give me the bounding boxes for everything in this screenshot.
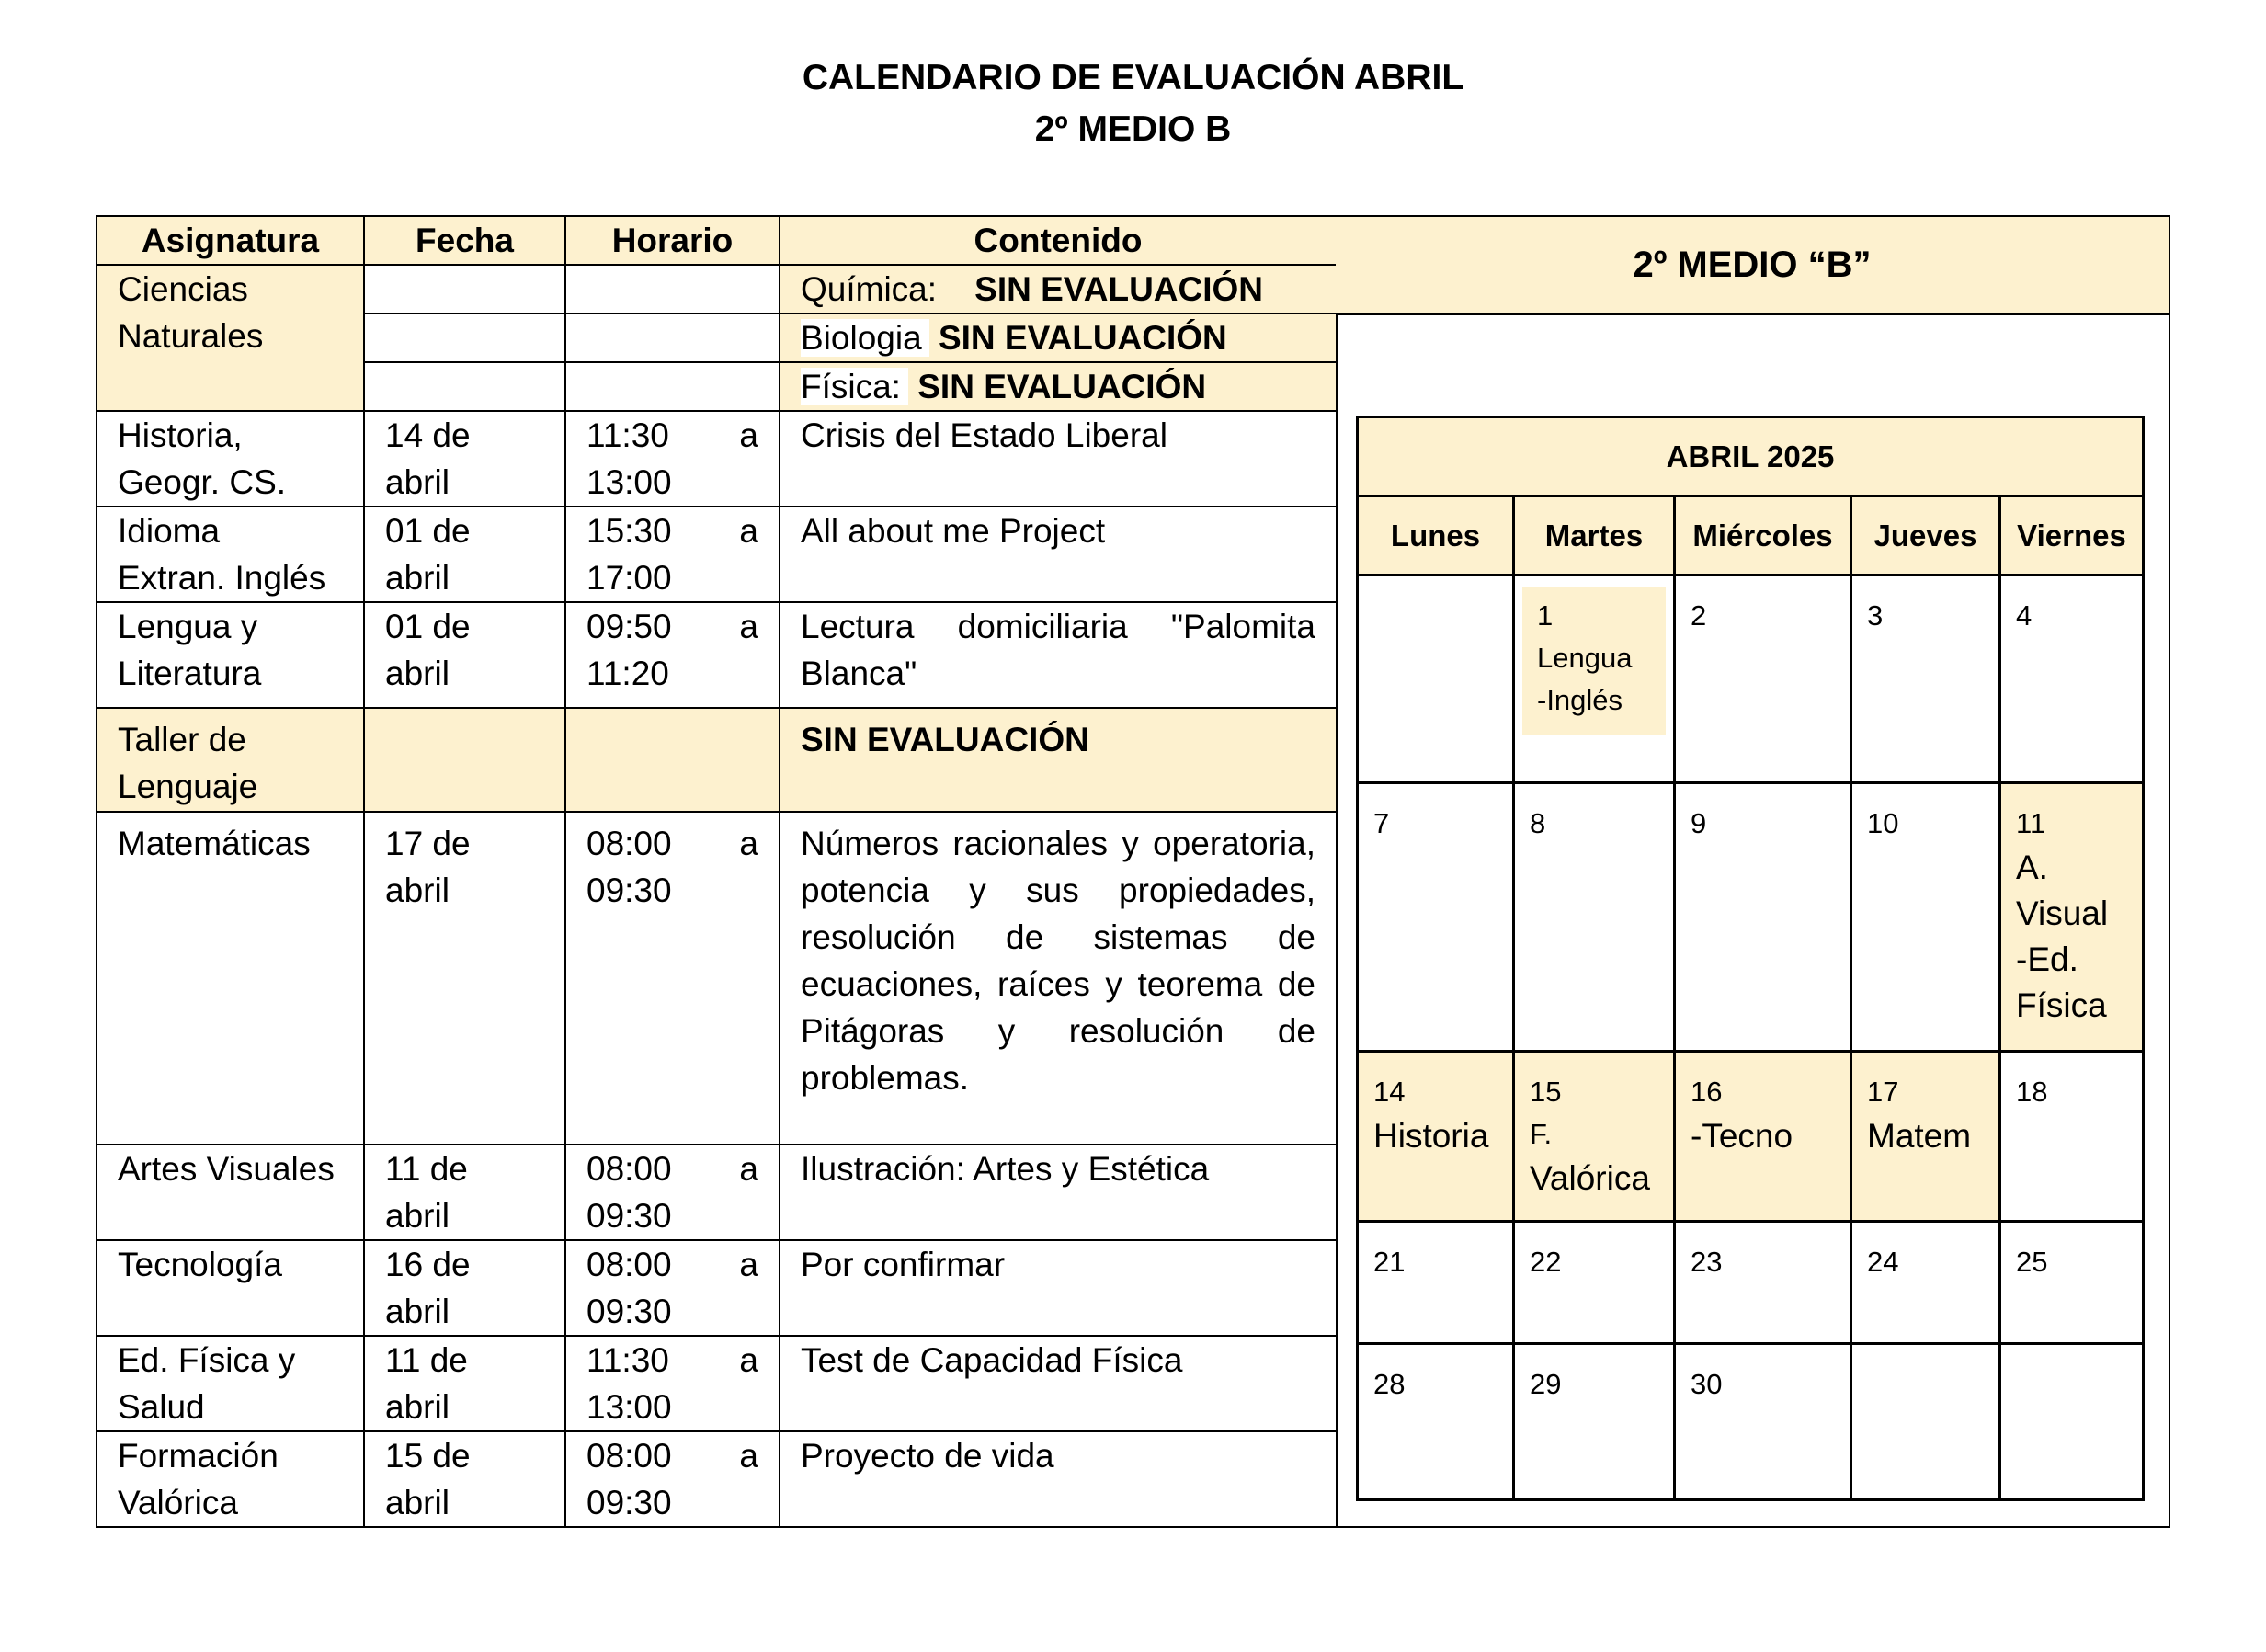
date-cell: 16 de abril — [364, 1240, 565, 1336]
table-header-row — [97, 216, 1337, 265]
calendar-day: 16 -Tecno — [1675, 1052, 1851, 1222]
calendar-week — [1358, 1222, 2144, 1344]
calendar-day — [1851, 1344, 2000, 1500]
table-row — [97, 507, 1337, 602]
subject-cell: Matemáticas — [97, 812, 364, 1145]
time-cell: 15:30 a 17:00 — [565, 507, 780, 602]
time-cell: 09:50 a 11:20 — [565, 602, 780, 708]
table-row — [97, 1431, 1337, 1527]
subject-cell: Artes Visuales — [97, 1145, 364, 1240]
calendar-day: 11 A. Visual -Ed. Física — [2000, 783, 2144, 1052]
day-header: Miércoles — [1675, 496, 1851, 575]
day-header: Lunes — [1358, 496, 1514, 575]
subject-line: Ciencias — [118, 270, 248, 308]
time-cell: 08:00 a 09:30 — [565, 1145, 780, 1240]
date-cell: 11 de abril — [364, 1145, 565, 1240]
calendar-week — [1358, 1052, 2144, 1222]
table-row — [97, 602, 1337, 708]
date-cell — [364, 313, 565, 362]
calendar-day: 10 — [1851, 783, 2000, 1052]
calendar-day: 15 F. Valórica — [1514, 1052, 1675, 1222]
evaluation-table — [96, 215, 1338, 1528]
time-cell — [565, 313, 780, 362]
content-label: Biologia — [801, 319, 929, 357]
time-cell: 11:30 a 13:00 — [565, 1336, 780, 1431]
content-cell: Por confirmar — [780, 1240, 1337, 1336]
header-contenido: Contenido — [780, 216, 1337, 265]
calendar-day: 8 — [1514, 783, 1675, 1052]
calendar-day: 7 — [1358, 783, 1514, 1052]
panel-heading: 2º MEDIO “B” — [1336, 217, 2169, 315]
header-horario: Horario — [565, 216, 780, 265]
time-cell: 08:00 a 09:30 — [565, 1240, 780, 1336]
content-cell: Crisis del Estado Liberal — [780, 411, 1337, 507]
content-cell — [780, 362, 1337, 411]
table-row — [97, 1240, 1337, 1336]
calendar-day — [1514, 575, 1675, 783]
content-value: SIN EVALUACIÓN — [917, 368, 1207, 405]
calendar-day: 28 — [1358, 1344, 1514, 1500]
date-cell — [364, 708, 565, 812]
calendar-day: 22 — [1514, 1222, 1675, 1344]
subject-cell — [97, 265, 364, 411]
content-cell — [780, 265, 1337, 313]
time-cell — [565, 265, 780, 313]
table-row — [97, 708, 1337, 812]
table-row — [97, 265, 1337, 313]
content-value: SIN EVALUACIÓN — [938, 319, 1227, 357]
calendar-week — [1358, 1344, 2144, 1500]
header-fecha: Fecha — [364, 216, 565, 265]
subject-cell: Tecnología — [97, 1240, 364, 1336]
time-cell: 08:00 a 09:30 — [565, 812, 780, 1145]
content-cell: SIN EVALUACIÓN — [780, 708, 1337, 812]
content-cell: Ilustración: Artes y Estética — [780, 1145, 1337, 1240]
content-cell: Proyecto de vida — [780, 1431, 1337, 1527]
calendar-day: 18 — [2000, 1052, 2144, 1222]
date-cell: 15 de abril — [364, 1431, 565, 1527]
date-cell — [364, 362, 565, 411]
date-cell: 11 de abril — [364, 1336, 565, 1431]
subject-line: Naturales — [118, 317, 264, 355]
content-cell: Test de Capacidad Física — [780, 1336, 1337, 1431]
calendar-day: 29 — [1514, 1344, 1675, 1500]
date-cell: 01 de abril — [364, 507, 565, 602]
calendar-day: 23 — [1675, 1222, 1851, 1344]
calendar-day: 17 Matem — [1851, 1052, 2000, 1222]
time-cell: 11:30 a 13:00 — [565, 411, 780, 507]
day-header: Jueves — [1851, 496, 2000, 575]
subject-cell: Ed. Física y Salud — [97, 1336, 364, 1431]
subject-cell: Formación Valórica — [97, 1431, 364, 1527]
calendar — [1356, 416, 2145, 1501]
content-label: Química: — [801, 270, 938, 308]
calendar-day: 2 — [1675, 575, 1851, 783]
calendar-week — [1358, 783, 2144, 1052]
calendar-week — [1358, 575, 2144, 783]
calendar-day: 21 — [1358, 1222, 1514, 1344]
table-row — [97, 1145, 1337, 1240]
page-subtitle: 2º MEDIO B — [1034, 109, 1232, 149]
subject-cell: Lengua y Literatura — [97, 602, 364, 708]
table-row — [97, 812, 1337, 1145]
calendar-day: 3 — [1851, 575, 2000, 783]
calendar-day: 24 — [1851, 1222, 2000, 1344]
date-cell: 14 de abril — [364, 411, 565, 507]
time-cell — [565, 708, 780, 812]
content-cell: Números racionales y operatoria, potencia y sus propiedades, resolución de sistemas de ecuaciones, raíces y teorema de Pitágoras y resolución de problemas. — [780, 812, 1337, 1145]
day-header: Viernes — [2000, 496, 2144, 575]
subject-cell: Historia, Geogr. CS. — [97, 411, 364, 507]
date-cell — [364, 265, 565, 313]
event-box: 1 Lengua -Inglés — [1522, 587, 1666, 735]
content-cell: Lectura domiciliaria "Palomita Blanca" — [780, 602, 1337, 708]
page-title: CALENDARIO DE EVALUACIÓN ABRIL — [802, 58, 1464, 97]
content-label: Física: — [801, 368, 908, 405]
calendar-day: 4 — [2000, 575, 2144, 783]
header-asignatura: Asignatura — [97, 216, 364, 265]
calendar-day — [2000, 1344, 2144, 1500]
calendar-month: ABRIL 2025 — [1358, 417, 2144, 496]
calendar-day: 14 Historia — [1358, 1052, 1514, 1222]
day-header: Martes — [1514, 496, 1675, 575]
subject-cell: Idioma Extran. Inglés — [97, 507, 364, 602]
calendar-day: 9 — [1675, 783, 1851, 1052]
content-value: SIN EVALUACIÓN — [974, 270, 1264, 308]
calendar-day: 30 — [1675, 1344, 1851, 1500]
content-cell: All about me Project — [780, 507, 1337, 602]
table-row — [97, 1336, 1337, 1431]
table-row — [97, 411, 1337, 507]
subject-cell: Taller de Lenguaje — [97, 708, 364, 812]
date-cell: 17 de abril — [364, 812, 565, 1145]
calendar-day: 25 — [2000, 1222, 2144, 1344]
content-cell — [780, 313, 1337, 362]
date-cell: 01 de abril — [364, 602, 565, 708]
time-cell: 08:00 a 09:30 — [565, 1431, 780, 1527]
calendar-day — [1358, 575, 1514, 783]
time-cell — [565, 362, 780, 411]
